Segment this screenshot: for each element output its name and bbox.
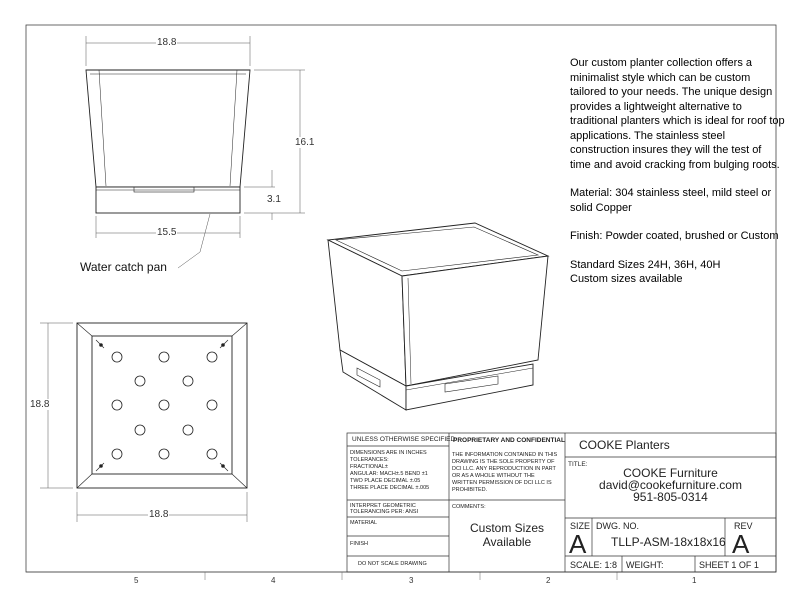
tolerancing-standard: TOLERANCING PER: ANSI xyxy=(350,509,419,515)
proprietary-text: THE INFORMATION CONTAINED IN THIS DRAWING IS THE SOLE PROPERTY OF DCI LLC. ANY REPRODUCTION IN PART OR AS A WHOLE WITHOUT THE WRITTEN PERMISSION OF DCI LLC IS PROHIBITED. xyxy=(452,452,558,493)
interpret-geometric: INTERPRET GEOMETRIC xyxy=(350,503,416,509)
company-name: COOKE Planters xyxy=(579,438,670,452)
fractional-tolerance: FRACTIONAL± xyxy=(350,464,388,470)
description-material: Material: 304 stainless steel, mild steel or solid Copper xyxy=(570,187,772,214)
size-value: A xyxy=(569,529,587,559)
title-phone: 951-805-0314 xyxy=(633,490,708,504)
comments-label: COMMENTS: xyxy=(452,504,486,510)
title-email: david@cookefurniture.com xyxy=(599,478,742,492)
zone-3: 3 xyxy=(409,576,414,585)
front-width-dimension: 18.8 xyxy=(157,37,177,48)
dimensions-note: DIMENSIONS ARE IN INCHES xyxy=(350,450,427,456)
top-height-dimension: 18.8 xyxy=(30,399,50,410)
front-view xyxy=(86,70,250,213)
finish-label: FINISH xyxy=(350,541,369,547)
weight-label: WEIGHT: xyxy=(626,560,664,570)
top-width-dimension: 18.8 xyxy=(149,509,169,520)
isometric-view xyxy=(328,223,548,410)
zone-2: 2 xyxy=(546,576,551,585)
two-place-tolerance: TWO PLACE DECIMAL ±.05 xyxy=(350,478,421,484)
size-label: SIZE xyxy=(570,521,591,531)
three-place-tolerance: THREE PLACE DECIMAL ±.005 xyxy=(350,485,430,491)
water-catch-pan-callout: Water catch pan xyxy=(80,260,167,274)
tolerances-label: TOLERANCES: xyxy=(350,457,389,463)
base-width-dimension: 15.5 xyxy=(157,227,177,238)
zone-1: 1 xyxy=(692,576,697,585)
zone-5: 5 xyxy=(134,576,139,585)
product-description xyxy=(570,56,785,301)
proprietary-title: PROPRIETARY AND CONFIDENTIAL xyxy=(453,437,565,444)
scale-label: SCALE: 1:8 xyxy=(570,560,618,570)
title-company: COOKE Furniture xyxy=(623,466,718,480)
unless-specified-label: UNLESS OTHERWISE SPECIFIED: xyxy=(352,436,457,443)
dwg-no-label: DWG. NO. xyxy=(596,521,639,531)
sheet-label: SHEET 1 OF 1 xyxy=(699,560,759,570)
angular-tolerance: ANGULAR: MACH±.5 BEND ±1 xyxy=(350,471,428,477)
zone-4: 4 xyxy=(271,576,276,585)
do-not-scale-label: DO NOT SCALE DRAWING xyxy=(358,561,427,567)
dwg-no-value: TLLP-ASM-18x18x16 xyxy=(611,535,726,549)
description-sizes: Standard Sizes 24H, 36H, 40H Custom sizes available xyxy=(570,258,721,285)
rev-label: REV xyxy=(734,521,753,531)
comments-text: Custom Sizes Available xyxy=(469,521,545,549)
title-label: TITLE: xyxy=(568,461,588,468)
pan-height-dimension: 3.1 xyxy=(267,194,281,205)
material-label: MATERIAL xyxy=(350,520,378,526)
description-finish: Finish: Powder coated, brushed or Custom xyxy=(570,230,779,242)
description-intro: Our custom planter collection offers a minimalist style which can be custom tailored to your needs. The unique design provides a lightweight alternative to traditional planters which is ideal for roof top applications. The stainless steel construction insures they will the test of time and avoid cracking from bulging roots. xyxy=(570,57,785,171)
front-height-dimension: 16.1 xyxy=(295,137,315,148)
rev-value: A xyxy=(732,529,750,559)
